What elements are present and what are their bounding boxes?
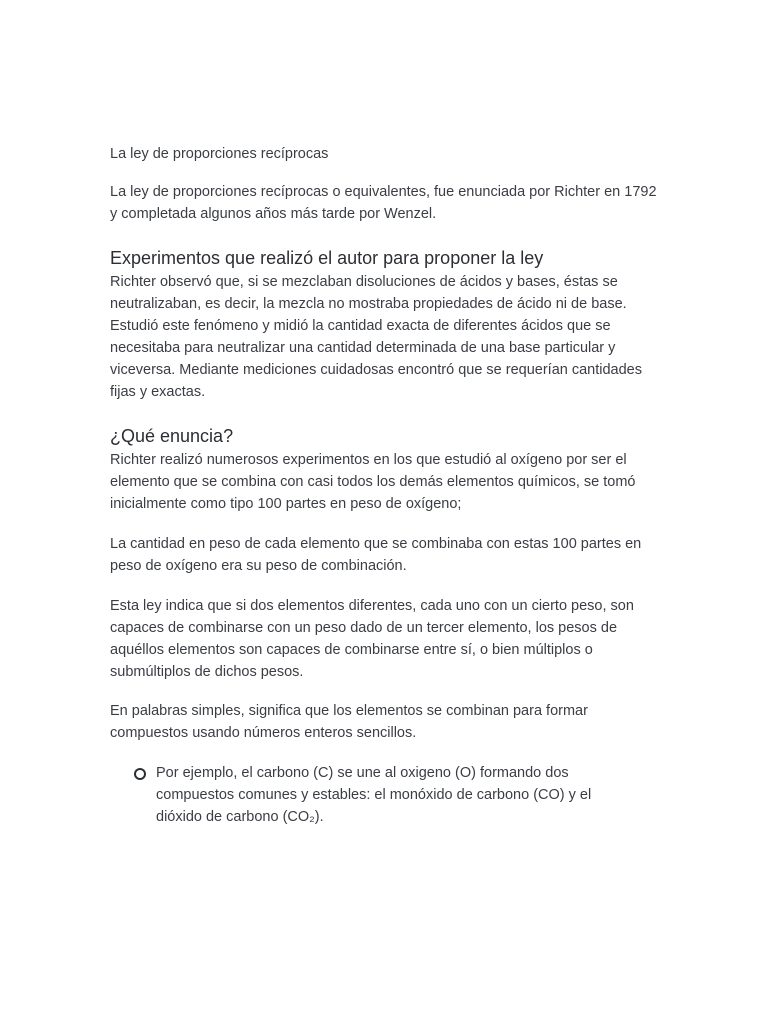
enuncia-paragraph-4: En palabras simples, significa que los elementos se combinan para formar compuestos usando números enteros sencillos. (110, 703, 588, 741)
section-heading-que-enuncia: ¿Qué enuncia? (110, 426, 234, 446)
enuncia-paragraph-3: Esta ley indica que si dos elementos diferentes, cada uno con un cierto peso, son capaces de combinarse con un peso dado de un tercer elemento, los pesos de aquéllos elementos son capaces de combinarse entre sí, o bien múltiplos o submúltiplos de dichos pesos. (110, 598, 634, 680)
enuncia-paragraph-1: Richter realizó numerosos experimentos en los que estudió al oxígeno por ser el elemento que se combina con casi todos los demás elementos químicos, se tomó inicialmente como tipo 100 partes en peso de oxígeno; (110, 452, 636, 512)
hollow-circle-bullet-icon (134, 768, 146, 780)
enuncia-paragraph-2: La cantidad en peso de cada elemento que se combinaba con estas 100 partes en peso de oxígeno era su peso de combinación. (110, 536, 642, 574)
section-heading-experiments: Experimentos que realizó el autor para proponer la ley (110, 248, 544, 268)
intro-paragraph: La ley de proporciones recíprocas o equivalentes, fue enunciada por Richter en 1792 y completada algunos años más tarde por Wenzel. (110, 184, 657, 222)
bullet-text: Por ejemplo, el carbono (C) se une al oxigeno (O) formando dos compuestos comunes y estables: el monóxido de carbono (CO) y el dióxido de carbono (CO₂). (156, 765, 592, 825)
document-title: La ley de proporciones recíprocas (110, 146, 329, 162)
experiments-paragraph: Richter observó que, si se mezclaban disoluciones de ácidos y bases, éstas se neutralizaban, es decir, la mezcla no mostraba propiedades de ácido ni de base. Estudió este fenómeno y midió la cantidad exacta de diferentes ácidos que se necesitaba para neutralizar una cantidad determinada de una base particular y viceversa. Mediante mediciones cuidadosas encontró que se requerían cantidades fijas y exactas. (110, 274, 642, 400)
